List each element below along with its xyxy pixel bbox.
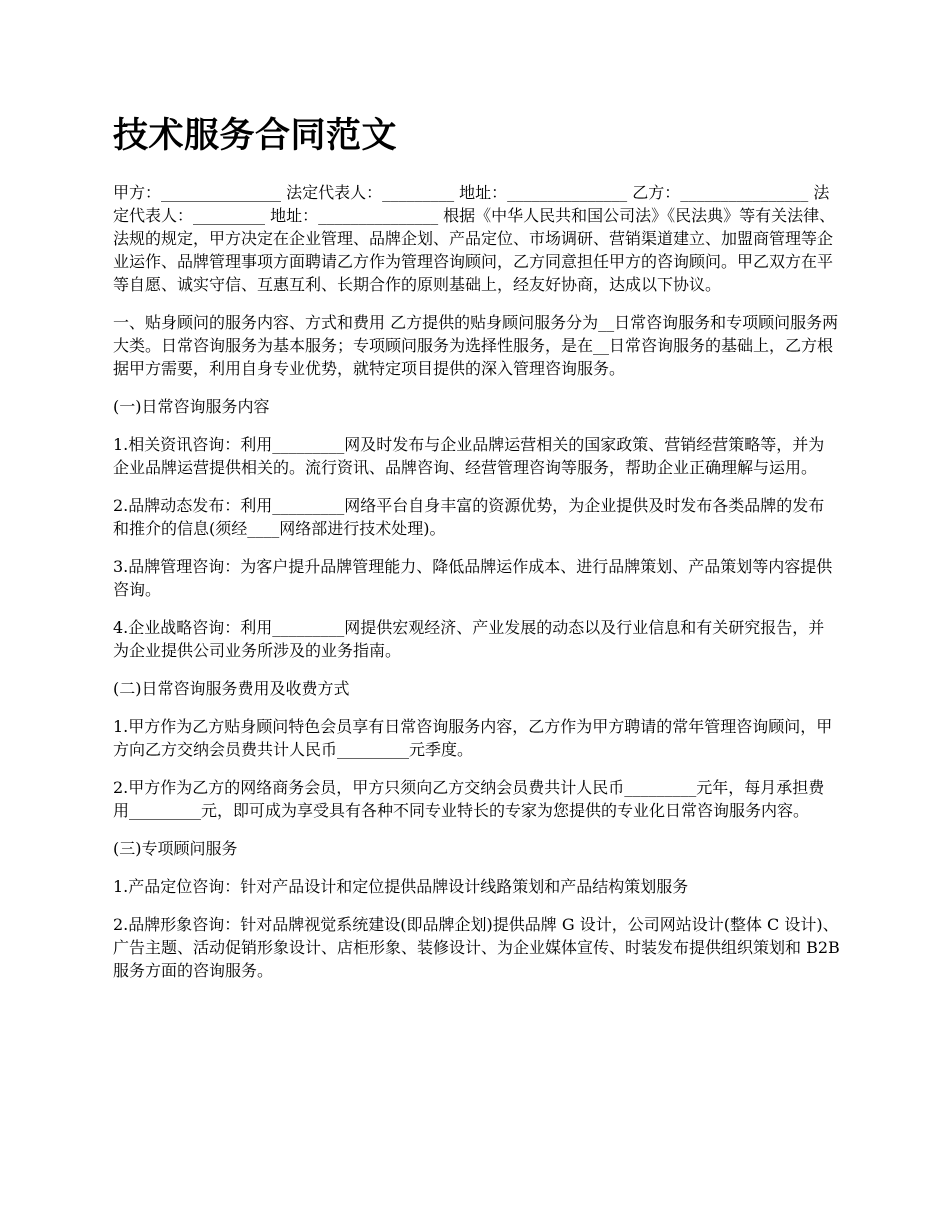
clause-info-consulting: 1.相关资讯咨询：利用_________网及时发布与企业品牌运营相关的国家政策、营销经营策略等，并为企业品牌运营提供相关的。流行资讯、品牌咨询、经营管理咨询等服务，帮助企业正确理解与运用。: [113, 435, 825, 477]
document-title: 技术服务合同范文: [113, 116, 398, 156]
document-page: [113, 108, 840, 997]
subsection-heading-daily-content: (一)日常咨询服务内容: [113, 397, 270, 416]
clause-product-positioning: 1.产品定位咨询：针对产品设计和定位提供品牌设计线路策划和产品结构策划服务: [113, 877, 689, 896]
clause-brand-news: 2.品牌动态发布：利用_________网络平台自身丰富的资源优势，为企业提供及时发布各类品牌的发布和推介的信息(须经____网络部进行技术处理)。: [113, 496, 825, 538]
clause-brand-image: 2.品牌形象咨询：针对品牌视觉系统建设(即品牌企划)提供品牌 G 设计，公司网站设计(整体 C 设计)、广告主题、活动促销形象设计、店柜形象、装修设计、为企业媒体宣传、时装发布提供组织策划和 B2B 服务方面的咨询服务。: [113, 915, 840, 980]
preamble-paragraph: 甲方：_______________ 法定代表人：_________ 地址：_______________ 乙方：________________ 法定代表人：_________ 地址：_______________ 根据《中华人民共和国公司法》《民法典》等有关法律、法规的规定，甲方决定在企业管理、品牌企划、产品定位、市场调研、营销渠道建立、加盟商管理等企业运作、品牌管理事项方面聘请乙方作为管理咨询顾问，乙方同意担任甲方的咨询顾问。甲乙双方在平等自愿、诚实守信、互惠互利、长期合作的原则基础上，经友好协商，达成以下协议。: [113, 183, 836, 294]
clause-brand-management: 3.品牌管理咨询：为客户提升品牌管理能力、降低品牌运作成本、进行品牌策划、产品策划等内容提供咨询。: [113, 557, 833, 599]
subsection-heading-daily-fees: (二)日常咨询服务费用及收费方式: [113, 679, 350, 698]
clause-member-fee: 2.甲方作为乙方的网络商务会员，甲方只须向乙方交纳会员费共计人民币_________元年，每月承担费用_________元，即可成为享受具有各种不同专业特长的专家为您提供的专业化日常咨询服务内容。: [113, 778, 825, 820]
subsection-heading-special-service: (三)专项顾问服务: [113, 839, 238, 858]
section-one-paragraph: 一、贴身顾问的服务内容、方式和费用 乙方提供的贴身顾问服务分为__日常咨询服务和专项顾问服务两大类。日常咨询服务为基本服务；专项顾问服务为选择性服务，是在__日常咨询服务的基础上，乙方根据甲方需要，利用自身专业优势，就特定项目提供的深入管理咨询服务。: [113, 313, 839, 378]
clause-strategy-consulting: 4.企业战略咨询：利用_________网提供宏观经济、产业发展的动态以及行业信息和有关研究报告，并为企业提供公司业务所涉及的业务指南。: [113, 618, 825, 660]
clause-vip-fee: 1.甲方作为乙方贴身顾问特色会员享有日常咨询服务内容，乙方作为甲方聘请的常年管理咨询顾问，甲方向乙方交纳会员费共计人民币_________元季度。: [113, 717, 833, 759]
